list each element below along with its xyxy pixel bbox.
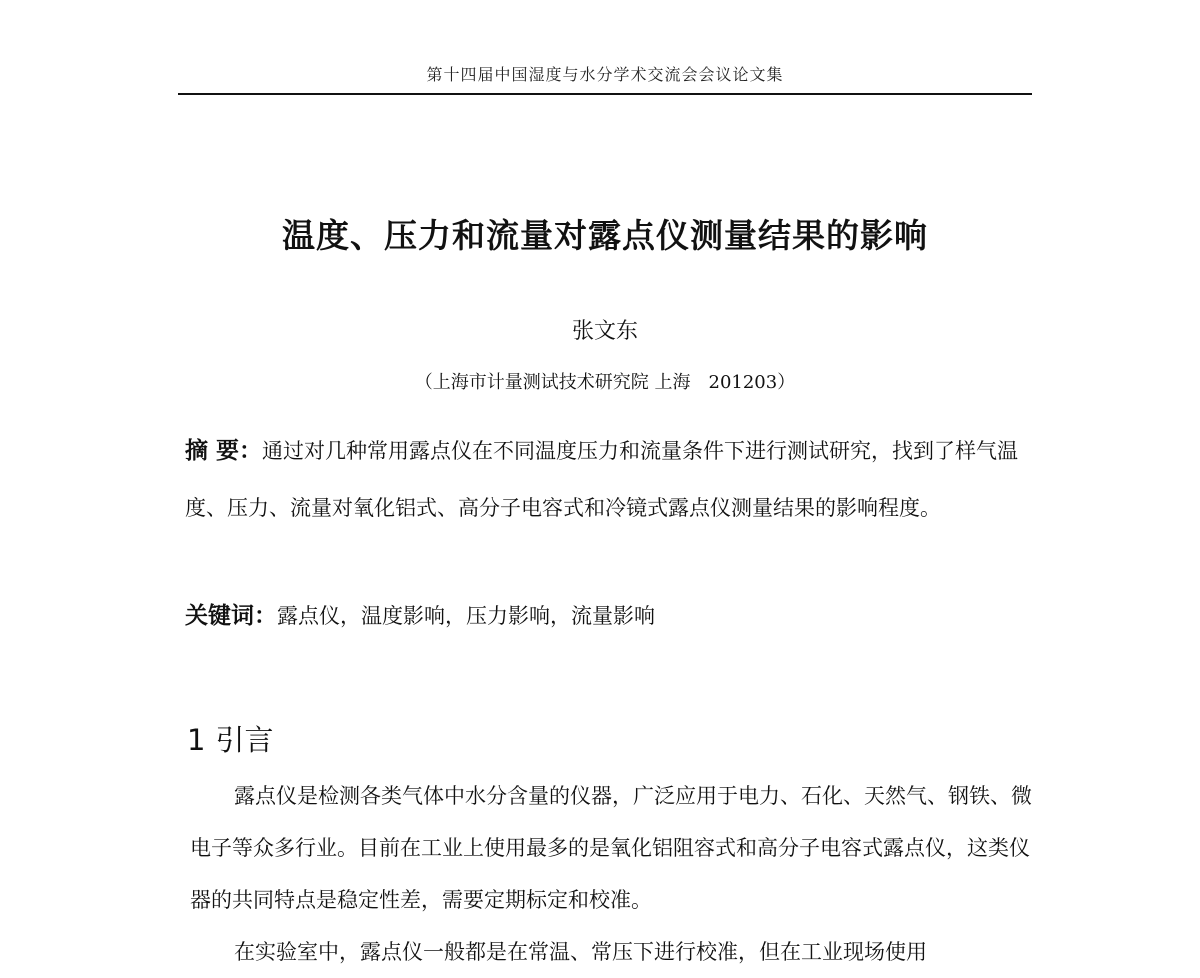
section-heading xyxy=(187,718,283,759)
author-name: 张文东 xyxy=(571,319,638,344)
paper-title: 温度、压力和流量对露点仪测量结果的影响 xyxy=(282,216,928,255)
keywords xyxy=(185,596,1030,636)
abstract-text: 通过对几种常用露点仪在不同温度压力和流量条件下进行测试研究，找到了样气温度、压力、流量对氧化铝式、高分子电容式和冷镜式露点仪测量结果的影响程度。 xyxy=(185,439,1019,520)
running-header: 第十四届中国湿度与水分学术交流会会议论文集 xyxy=(426,65,784,84)
body-paragraph-2: 在实验室中，露点仪一般都是在常温、常压下进行校准，但在工业现场使用 xyxy=(234,940,927,964)
abstract-label: 摘 要： xyxy=(185,438,263,464)
author-affiliation: （上海市计量测试技术研究院 上海 201203） xyxy=(414,372,796,393)
header-rule xyxy=(178,93,1032,95)
keywords-label: 关键词： xyxy=(185,603,277,629)
section-number: 1 xyxy=(187,723,206,757)
section-title: 引言 xyxy=(215,723,274,757)
keywords-text: 露点仪，温度影响，压力影响，流量影响 xyxy=(277,604,655,628)
abstract xyxy=(185,423,1030,537)
body-paragraph-1: 露点仪是检测各类气体中水分含量的仪器，广泛应用于电力、石化、天然气、钢铁、微电子等众多行业。目前在工业上使用最多的是氧化铝阻容式和高分子电容式露点仪，这类仪器的共同特点是稳定性差，需要定期标定和校准。 xyxy=(190,784,1032,912)
